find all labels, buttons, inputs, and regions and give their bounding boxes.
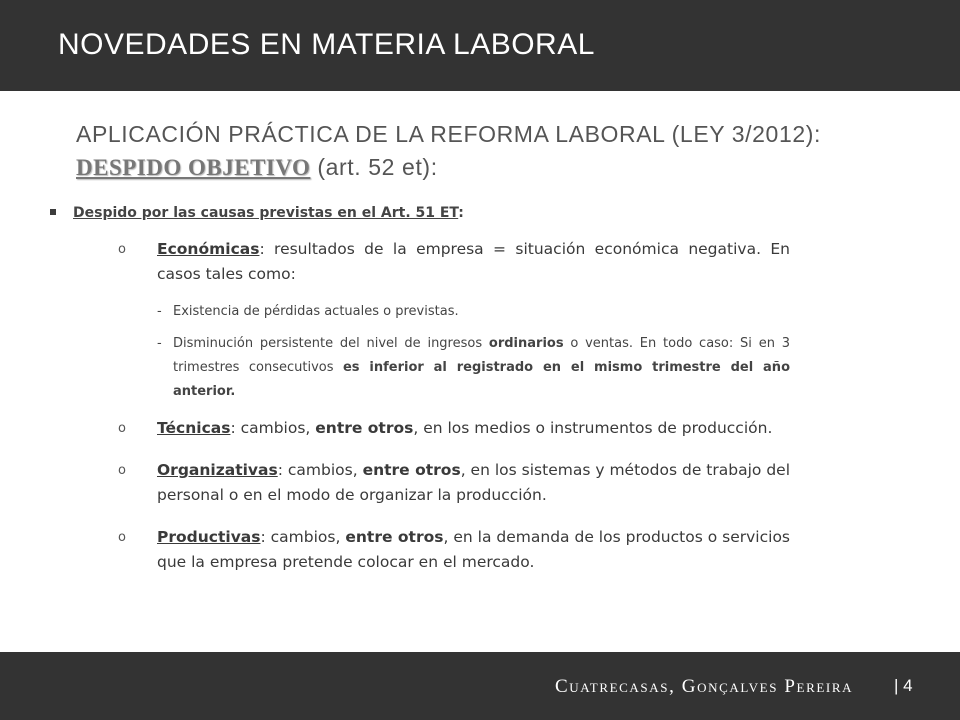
sub-item-text: Existencia de pérdidas actuales o previstas. [173,304,459,319]
cause-economicas [118,237,790,287]
circle-bullet-icon: o [118,421,126,436]
main-bullet [50,202,790,224]
cause-entre-otros: entre otros [362,461,461,479]
cause-entre-otros: entre otros [315,419,414,437]
despido-objetivo-heading: DESPIDO OBJETIVO [76,155,311,180]
cause-name: Organizativas [157,461,278,479]
slide-content [50,202,790,575]
cause-description-part1: : cambios, [260,528,346,546]
sub-item-text-part2: o ventas. En todo caso: Si en 3 trimestres consecutivos [173,336,790,375]
dash-bullet-icon: - [157,304,162,319]
cause-description: : resultados de la empresa = situación económica negativa. En casos tales como: [157,240,790,283]
cause-tecnicas [118,416,790,441]
page-title: NOVEDADES EN MATERIA LABORAL [58,28,595,61]
subtitle-line2 [76,151,936,184]
cause-entre-otros: entre otros [345,528,444,546]
slide-subtitle [76,118,936,184]
subtitle-line1: APLICACIÓN PRÁCTICA DE LA REFORMA LABORAL (LEY 3/2012): [76,121,821,147]
page-number: | 4 [894,676,913,695]
dash-bullet-icon: - [157,336,162,351]
brand-logo-text: Cuatrecasas, Gonçalves Pereira [555,676,854,697]
cause-description-part2: , en los sistemas y métodos de trabajo del personal o en el modo de organizar la producción. [157,461,790,504]
main-bullet-colon: : [458,205,464,221]
cause-description-part1: : cambios, [277,461,363,479]
main-bullet-text: Despido por las causas previstas en el Art. 51 ET [73,205,459,221]
cause-organizativas [118,458,790,508]
square-bullet-icon [50,209,56,215]
sub-item-bold-ordinarios: ordinarios [488,336,564,351]
circle-bullet-icon: o [118,463,126,478]
cause-name: Productivas [157,528,261,546]
sub-item-text-part1: Disminución persistente del nivel de ingresos [173,336,489,351]
cause-productivas [118,525,791,575]
sub-item-bold-inferior: es inferior al registrado en el mismo trimestre del año anterior. [173,360,790,399]
cause-description-part2: , en los medios o instrumentos de producción. [413,419,773,437]
circle-bullet-icon: o [118,530,126,545]
cause-description-part2: , en la demanda de los productos o servicios que la empresa pretende colocar en el mercado. [157,528,791,571]
circle-bullet-icon: o [118,242,126,257]
article-reference: (art. 52 et): [310,154,438,180]
cause-name: Económicas [157,240,260,258]
cause-name: Técnicas [157,419,231,437]
cause-description-part1: : cambios, [230,419,316,437]
sub-item-perdidas [157,300,790,324]
sub-item-disminucion [157,332,790,404]
